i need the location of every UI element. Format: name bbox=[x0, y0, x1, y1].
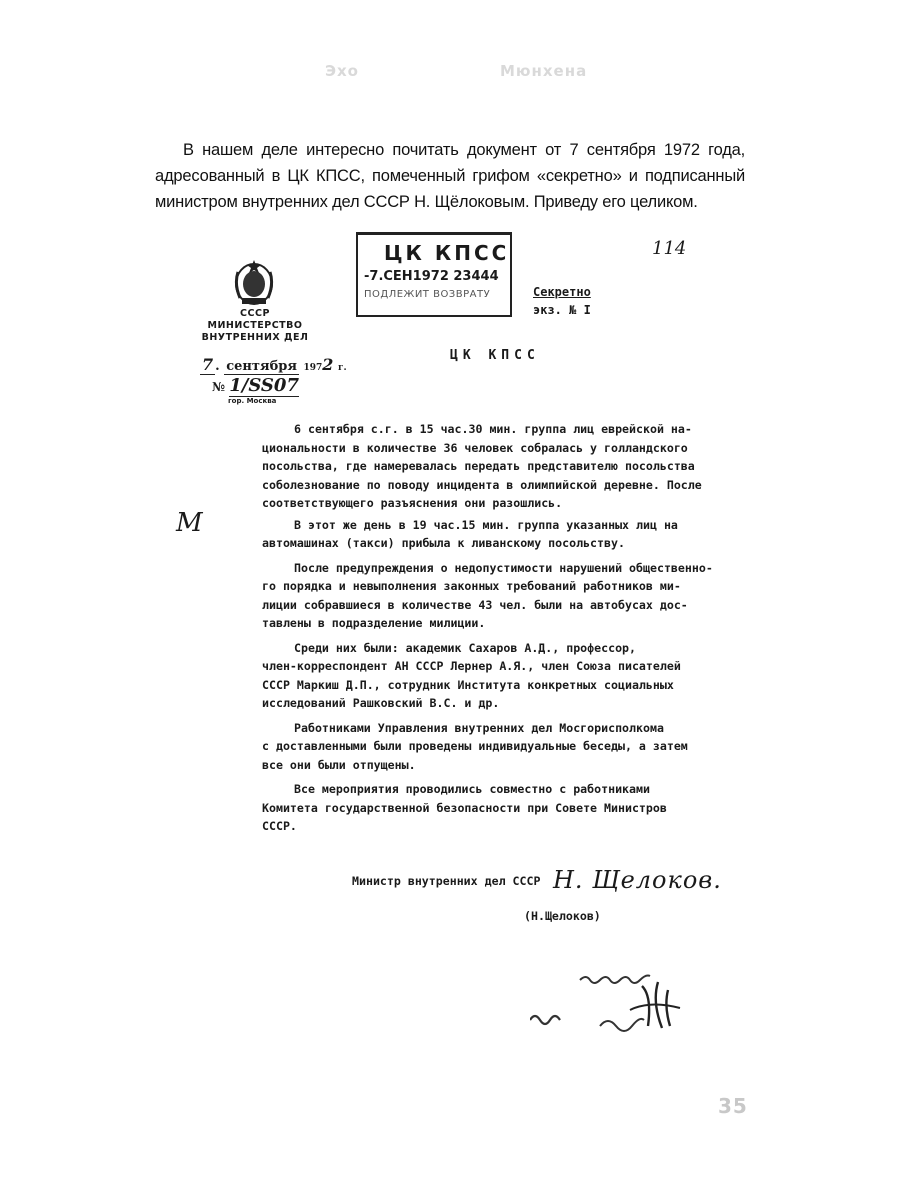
body-paragraph bbox=[230, 516, 690, 553]
page-number: 35 bbox=[718, 1094, 748, 1118]
body-paragraph bbox=[230, 639, 690, 713]
handwritten-scribble-icon bbox=[530, 968, 700, 1038]
number-prefix: № bbox=[212, 380, 226, 394]
body-line: Среди них были: академик Сахаров А.Д., профессор, bbox=[294, 640, 637, 655]
ussr-emblem-icon bbox=[224, 258, 284, 308]
body-line: Работниками Управления внутренних дел Мосгорисполкома bbox=[294, 720, 664, 735]
body-line: После предупреждения о недопустимости нарушений общественно- bbox=[294, 560, 713, 575]
body-line: го порядка и невыполнения законных требований работников ми- bbox=[262, 579, 681, 593]
document-number bbox=[212, 375, 299, 396]
header-title-left: Эхо bbox=[325, 62, 359, 80]
margin-mark: М bbox=[176, 508, 203, 538]
body-line: член-корреспондент АН СССР Лернер А.Я., член Союза писателей bbox=[262, 659, 681, 673]
body-line: лиции собравшиеся в количестве 43 чел. были на автобусах дос- bbox=[262, 597, 688, 612]
stamp-date: -7.СЕН1972 23444 bbox=[364, 269, 499, 284]
body-paragraph bbox=[230, 420, 702, 513]
signer-name: (Н.Щелоков) bbox=[524, 909, 601, 923]
ministry-line: СССР bbox=[240, 308, 270, 319]
body-line: 6 сентября с.г. в 15 час.30 мин. группа лиц еврейской на- bbox=[294, 422, 692, 436]
body-line: все они были отпущены. bbox=[262, 757, 416, 772]
number-value: 1/SS07 bbox=[229, 375, 299, 396]
body-line: соответствующего разъяснения они разошлись. bbox=[262, 496, 563, 510]
body-line: соболезнование по поводу инцидента в олимпийской деревне. После bbox=[262, 477, 702, 492]
body-line: СССР. bbox=[262, 819, 297, 833]
stamp-note: ПОДЛЕЖИТ ВОЗВРАТУ bbox=[364, 289, 491, 300]
handwritten-note bbox=[530, 968, 700, 1038]
body-line: с доставленными были проведены индивидуальные беседы, а затем bbox=[262, 739, 688, 753]
stamp-org: ЦК КПСС bbox=[384, 241, 510, 265]
body-line: Комитета государственной безопасности при Совете Министров bbox=[262, 800, 667, 815]
header-title-right: Мюнхена bbox=[500, 62, 588, 80]
signer-title: Министр внутренних дел СССР bbox=[352, 874, 541, 888]
date-year-prefix: 197 bbox=[303, 363, 323, 373]
date-year-suffix: 2 bbox=[322, 355, 334, 374]
body-line: автомашинах (такси) прибыла к ливанскому посольству. bbox=[262, 536, 625, 550]
registration-stamp bbox=[356, 232, 512, 317]
date-tail: г. bbox=[337, 363, 347, 373]
secrecy-marking bbox=[533, 283, 591, 319]
body-line: Все мероприятия проводились совместно с работниками bbox=[294, 782, 650, 796]
intro-paragraph: В нашем деле интересно почитать документ от 7 сентября 1972 года, адресованный в ЦК КПСС, помеченный грифом «секретно» и подписанный министром внутренних дел СССР Н. Щёлоковым. Приведу его целиком. bbox=[155, 140, 745, 211]
copy-label: экз. № I bbox=[533, 303, 591, 317]
secret-label: Секретно bbox=[533, 285, 591, 299]
body-line: посольства, где намеревалась передать представителю посольства bbox=[262, 459, 695, 473]
document-date: 7 . сентября 1972 г. bbox=[202, 355, 347, 374]
body-line: В этот же день в 19 час.15 мин. группа указанных лиц на bbox=[294, 517, 678, 532]
ministry-line: ВНУТРЕННИХ ДЕЛ bbox=[201, 332, 309, 343]
body-line: исследований Рашковский В.С. и др. bbox=[262, 696, 500, 710]
ministry-header bbox=[200, 308, 310, 344]
handwritten-signature: Н. Щелоков. bbox=[553, 866, 722, 894]
date-month: сентября bbox=[226, 359, 297, 374]
body-line: тавлены в подразделение милиции. bbox=[262, 616, 486, 630]
date-day: 7 bbox=[202, 355, 214, 374]
body-paragraph bbox=[230, 559, 713, 633]
body-line: циональности в количестве 36 человек собралась у голландского bbox=[262, 440, 688, 455]
body-paragraph bbox=[230, 780, 690, 836]
addressee: ЦК КПСС bbox=[450, 348, 540, 363]
ministry-line: МИНИСТЕРСТВО bbox=[207, 320, 303, 331]
body-line: СССР Маркиш Д.П., сотрудник Института конкретных социальных bbox=[262, 677, 674, 692]
sheet-number: 114 bbox=[652, 238, 687, 259]
body-paragraph bbox=[230, 719, 690, 775]
document-body bbox=[230, 420, 713, 839]
place-of-issue: гор. Москва bbox=[228, 397, 277, 405]
